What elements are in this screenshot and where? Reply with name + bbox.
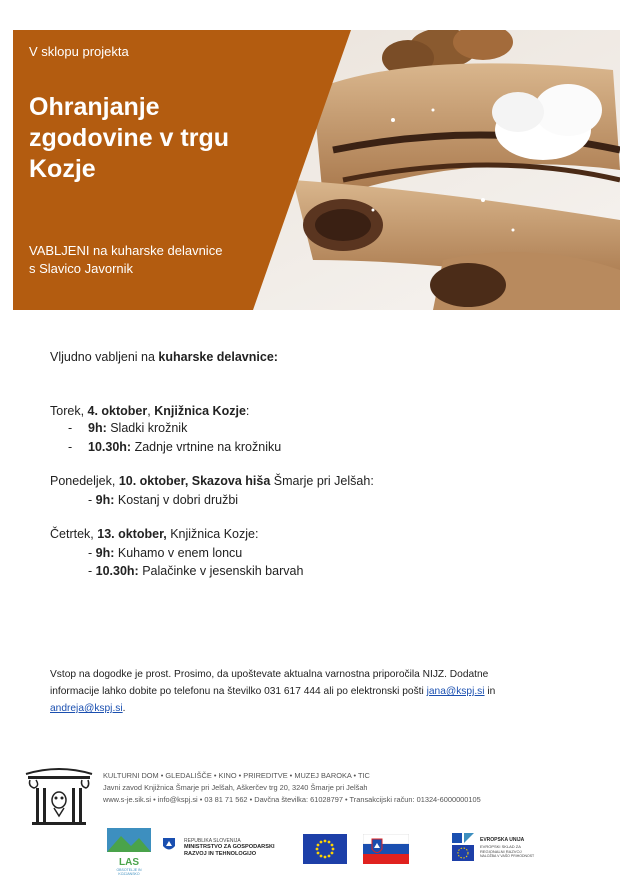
event-3-heading: Četrtek, 13. oktober, Knjižnica Kozje: — [50, 527, 259, 541]
page-title: Ohranjanje zgodovine v trgu Kozje — [29, 93, 229, 183]
list-item: 9h: Sladki krožnik — [88, 421, 188, 435]
coat-of-arms-icon — [162, 837, 176, 853]
list-item: - 10.30h: Palačinke v jesenskih barvah — [88, 564, 304, 578]
list-item: - — [68, 440, 73, 454]
header-banner — [13, 30, 620, 310]
las-logo: LAS OBSOTELJE IN KOZJANSKO — [107, 828, 151, 868]
invite-line-1: VABLJENI na kuharske delavnice — [29, 243, 223, 258]
institution-logo — [24, 766, 94, 826]
intro-paragraph — [50, 350, 570, 364]
invite-line-2: s Slavico Javornik — [29, 261, 134, 276]
eu-flag-icon — [303, 834, 347, 864]
list-item: - 9h: Kostanj v dobri družbi — [88, 493, 239, 507]
email-link-jana[interactable]: jana@kspj.si — [426, 686, 485, 697]
list-item: - 9h: Kuhamo v enem loncu — [88, 546, 243, 560]
kicker-text: V sklopu projekta — [29, 44, 129, 59]
event-1-heading: Torek, 4. oktober, Knjižnica Kozje: — [50, 404, 250, 418]
intro-prefix: Vljudno vabljeni na — [50, 350, 159, 364]
footer-line-2: Javni zavod Knjižnica Šmarje pri Jelšah, Aškerčev trg 20, 3240 Šmarje pri Jelšah — [103, 783, 368, 792]
footer-info — [103, 770, 481, 806]
slovenia-flag-icon — [363, 834, 409, 864]
list-item: 10.30h: Zadnje vrtnine na krožniku — [88, 440, 282, 454]
footer-line-3: www.s-je.sik.si • info@kspj.si • 03 81 71 562 • Davčna številka: 61028797 • Transakcijski račun: 01324-6000000105 — [103, 795, 481, 804]
event-2-heading: Ponedeljek, 10. oktober, Skazova hiša Šmarje pri Jelšah: — [50, 474, 374, 488]
notice-paragraph: Vstop na dogodke je prost. Prosimo, da upoštevate aktualna varnostna priporočila NIJZ. Dodatne informacije lahko dobite po telefonu na številko 031 617 444 ali po elektronski pošti jana@kspj.si in andreja@kspj.si. — [50, 669, 496, 714]
sponsor-logos — [0, 826, 630, 876]
footer-line-1: KULTURNI DOM • GLEDALIŠČE • KINO • PRIREDITVE • MUZEJ BAROKA • TIC — [103, 771, 370, 780]
las-mountain-icon — [107, 828, 151, 852]
eu-fund-logo: EVROPSKA UNIJA EVROPSKI SKLAD ZA REGIONALNI RAZVOJ NALOŽBA V VAŠO PRIHODNOST — [450, 831, 550, 867]
list-item: - — [68, 421, 73, 435]
ministry-logo: REPUBLIKA SLOVENIJA MINISTRSTVO ZA GOSPODARSKI RAZVOJ IN TEHNOLOGIJO — [162, 837, 292, 867]
eu-fund-icon — [450, 831, 476, 863]
intro-bold: kuharske delavnice: — [158, 350, 278, 364]
email-link-andreja[interactable]: andreja@kspj.si — [50, 703, 123, 714]
